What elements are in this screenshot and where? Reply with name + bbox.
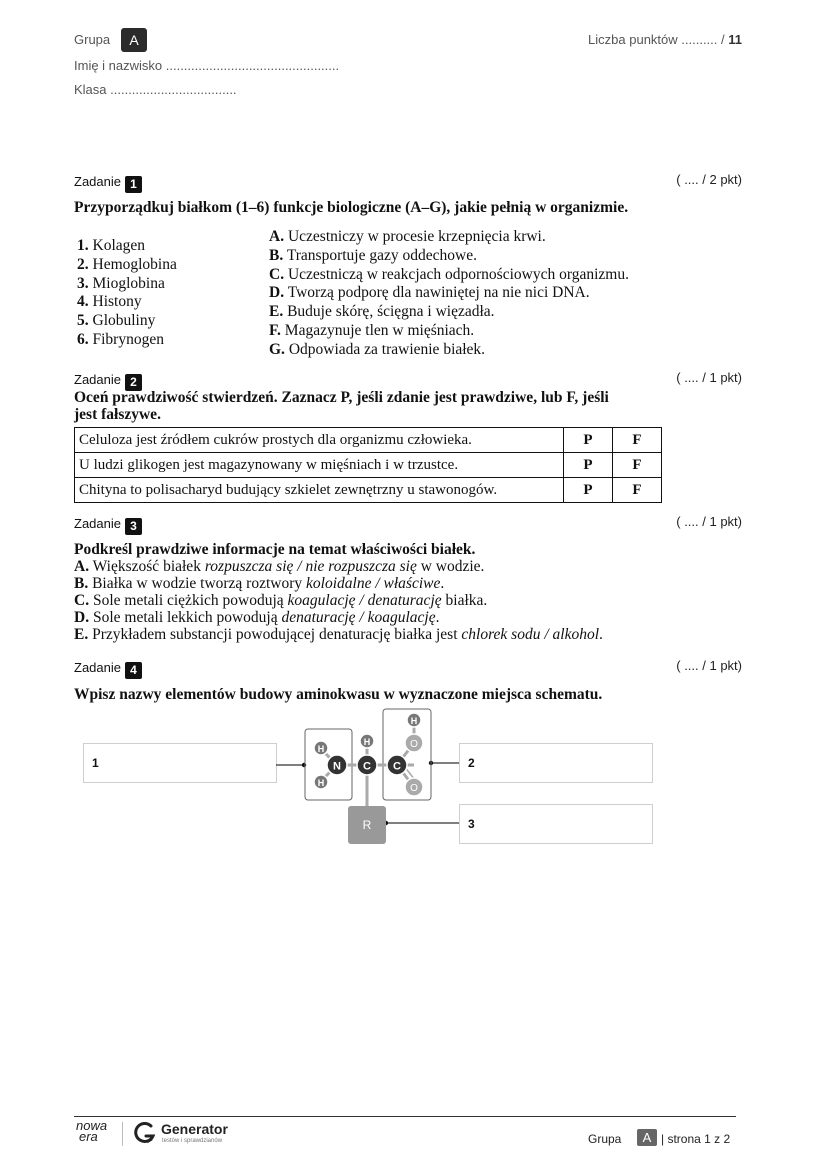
answer-box-2[interactable] xyxy=(459,743,653,783)
task-label: Zadanie xyxy=(74,660,121,675)
function-item: F. Magazynuje tlen w mięśniach. xyxy=(269,321,475,339)
protein-item: 3. Mioglobina xyxy=(77,274,165,292)
task-4-title: Wpisz nazwy elementów budowy aminokwasu w wyznaczone miejsca schematu. xyxy=(74,686,603,703)
task-1-header xyxy=(74,174,142,193)
option-2[interactable]: właściwe xyxy=(383,575,441,592)
name-field[interactable]: Imię i nazwisko ................................................ xyxy=(74,58,340,73)
option-1[interactable]: koloidalne xyxy=(306,575,372,592)
option-p[interactable]: P xyxy=(564,478,613,503)
task-number-badge: 4 xyxy=(125,662,142,679)
protein-item: 5. Globuliny xyxy=(77,312,156,330)
underline-item: E. Przykładem substancji powodującej denaturację białka jest chlorek sodu / alkohol. xyxy=(74,626,603,643)
task-number-badge: 1 xyxy=(125,176,142,193)
points-total xyxy=(588,32,742,47)
function-item: D. Tworzą podporę dla nawiniętej na nie nici DNA. xyxy=(269,284,590,302)
footer-divider xyxy=(74,1116,736,1117)
atom-h xyxy=(314,775,328,789)
protein-item: 1. Kolagen xyxy=(77,237,146,254)
atom-o xyxy=(405,734,423,752)
task-3-header xyxy=(74,516,142,535)
task-2-title-line: jest fałszywe. xyxy=(74,406,161,423)
generator-g-icon xyxy=(131,1120,157,1146)
function-item: C. Uczestniczą w reakcjach odpornościowych organizmu. xyxy=(269,265,629,283)
option-p[interactable]: P xyxy=(564,428,613,453)
underline-item: D. Sole metali lekkich powodują denaturację / koagulację. xyxy=(74,609,440,626)
box-number: 1 xyxy=(92,756,99,770)
svg-text:H: H xyxy=(317,744,325,754)
generator-title: Generator xyxy=(161,1121,228,1137)
underline-item: B. Białka w wodzie tworzą roztwory koloidalne / właściwe. xyxy=(74,575,445,592)
option-1[interactable]: denaturację xyxy=(281,609,356,626)
task-2-title xyxy=(74,389,609,423)
answer-box-3[interactable] xyxy=(459,804,653,844)
task-number-badge: 3 xyxy=(125,518,142,535)
page-indicator: | strona 1 z 2 xyxy=(661,1132,731,1146)
brand-line: era xyxy=(79,1129,98,1144)
task-label: Zadanie xyxy=(74,372,121,387)
atom-o xyxy=(405,778,423,796)
function-list xyxy=(269,228,629,360)
svg-text:O: O xyxy=(410,739,418,750)
statement-cell: Celuloza jest źródłem cukrów prostych dla organizmu człowieka. xyxy=(75,428,564,453)
footer-group-label: Grupa xyxy=(588,1132,622,1146)
task-3-points[interactable]: ( .... / 1 pkt) xyxy=(676,514,742,529)
svg-text:H: H xyxy=(317,778,325,788)
task-number-badge: 2 xyxy=(125,374,142,391)
atom-h xyxy=(407,713,421,727)
atom-h xyxy=(360,734,374,748)
svg-text:H: H xyxy=(410,716,418,726)
table-row xyxy=(75,453,662,478)
task-3-title: Podkreśl prawdziwe informacje na temat właściwości białek. xyxy=(74,541,476,558)
group-label: Grupa xyxy=(74,32,111,47)
option-f[interactable]: F xyxy=(613,478,662,503)
function-item: A. Uczestniczy w procesie krzepnięcia krwi. xyxy=(269,228,546,245)
svg-text:C: C xyxy=(393,760,401,773)
option-2[interactable]: alkohol xyxy=(552,626,600,643)
class-field[interactable]: Klasa ................................... xyxy=(74,82,237,97)
task-4-points[interactable]: ( .... / 1 pkt) xyxy=(676,658,742,673)
protein-list xyxy=(77,237,177,350)
task-1-points[interactable]: ( .... / 2 pkt) xyxy=(676,172,742,187)
generator-subtitle: testów i sprawdzianów xyxy=(162,1138,223,1144)
option-2[interactable]: koagulację xyxy=(367,609,436,626)
brand-line: nowa xyxy=(76,1118,108,1133)
option-1[interactable]: chlorek sodu xyxy=(461,626,541,643)
task-label: Zadanie xyxy=(74,516,121,531)
svg-text:N: N xyxy=(333,760,341,773)
table-row xyxy=(75,478,662,503)
option-f[interactable]: F xyxy=(613,428,662,453)
true-false-table xyxy=(74,427,662,503)
logo-divider xyxy=(122,1122,123,1146)
option-1[interactable]: rozpuszcza się xyxy=(204,558,294,575)
atom-c-carboxyl xyxy=(387,755,407,775)
option-p[interactable]: P xyxy=(564,453,613,478)
option-f[interactable]: F xyxy=(613,453,662,478)
function-item: E. Buduje skórę, ścięgna i więzadła. xyxy=(269,303,495,321)
underline-items xyxy=(74,558,603,643)
option-2[interactable]: denaturację xyxy=(367,592,442,609)
option-2[interactable]: nie rozpuszcza się xyxy=(305,558,417,575)
task-1-title: Przyporządkuj białkom (1–6) funkcje biologiczne (A–G), jakie pełnią w organizmie. xyxy=(74,199,629,216)
protein-item: 4. Histony xyxy=(77,293,142,311)
function-item: B. Transportuje gazy oddechowe. xyxy=(269,246,477,264)
svg-text:O: O xyxy=(410,783,418,794)
underline-item: C. Sole metali ciężkich powodują koagulację / denaturację białka. xyxy=(74,592,488,609)
answer-box-1[interactable] xyxy=(83,743,277,783)
amino-acid-diagram xyxy=(270,705,470,855)
points-label: Liczba punktów .......... / xyxy=(588,32,725,47)
connector-dot-1 xyxy=(302,763,306,767)
task-2-points[interactable]: ( .... / 1 pkt) xyxy=(676,370,742,385)
box-number: 3 xyxy=(468,817,475,831)
table-row xyxy=(75,428,662,453)
footer-group-badge: A xyxy=(637,1129,657,1146)
box-number: 2 xyxy=(468,756,475,770)
points-max: 11 xyxy=(728,32,742,47)
group-badge: A xyxy=(121,28,147,52)
atom-c-alpha xyxy=(357,755,377,775)
svg-text:H: H xyxy=(363,737,371,747)
protein-item: 2. Hemoglobina xyxy=(77,255,177,273)
nowa-era-logo xyxy=(76,1120,107,1142)
task-4-header xyxy=(74,660,142,679)
task-2-title-line: Oceń prawdziwość stwierdzeń. Zaznacz P, jeśli zdanie jest prawdziwe, lub F, jeśli xyxy=(74,389,609,406)
atom-n xyxy=(327,755,347,775)
task-label: Zadanie xyxy=(74,174,121,189)
r-group-label: R xyxy=(362,818,372,832)
underline-item: A. Większość białek rozpuszcza się / nie rozpuszcza się w wodzie. xyxy=(74,558,485,575)
option-1[interactable]: koagulację xyxy=(287,592,356,609)
protein-item: 6. Fibrynogen xyxy=(77,330,164,348)
statement-cell: Chityna to polisacharyd budujący szkielet zewnętrzny u stawonogów. xyxy=(75,478,564,503)
statement-cell: U ludzi glikogen jest magazynowany w mięśniach i w trzustce. xyxy=(75,453,564,478)
function-item: G. Odpowiada za trawienie białek. xyxy=(269,340,486,358)
svg-text:C: C xyxy=(363,760,371,773)
atom-h xyxy=(314,741,328,755)
